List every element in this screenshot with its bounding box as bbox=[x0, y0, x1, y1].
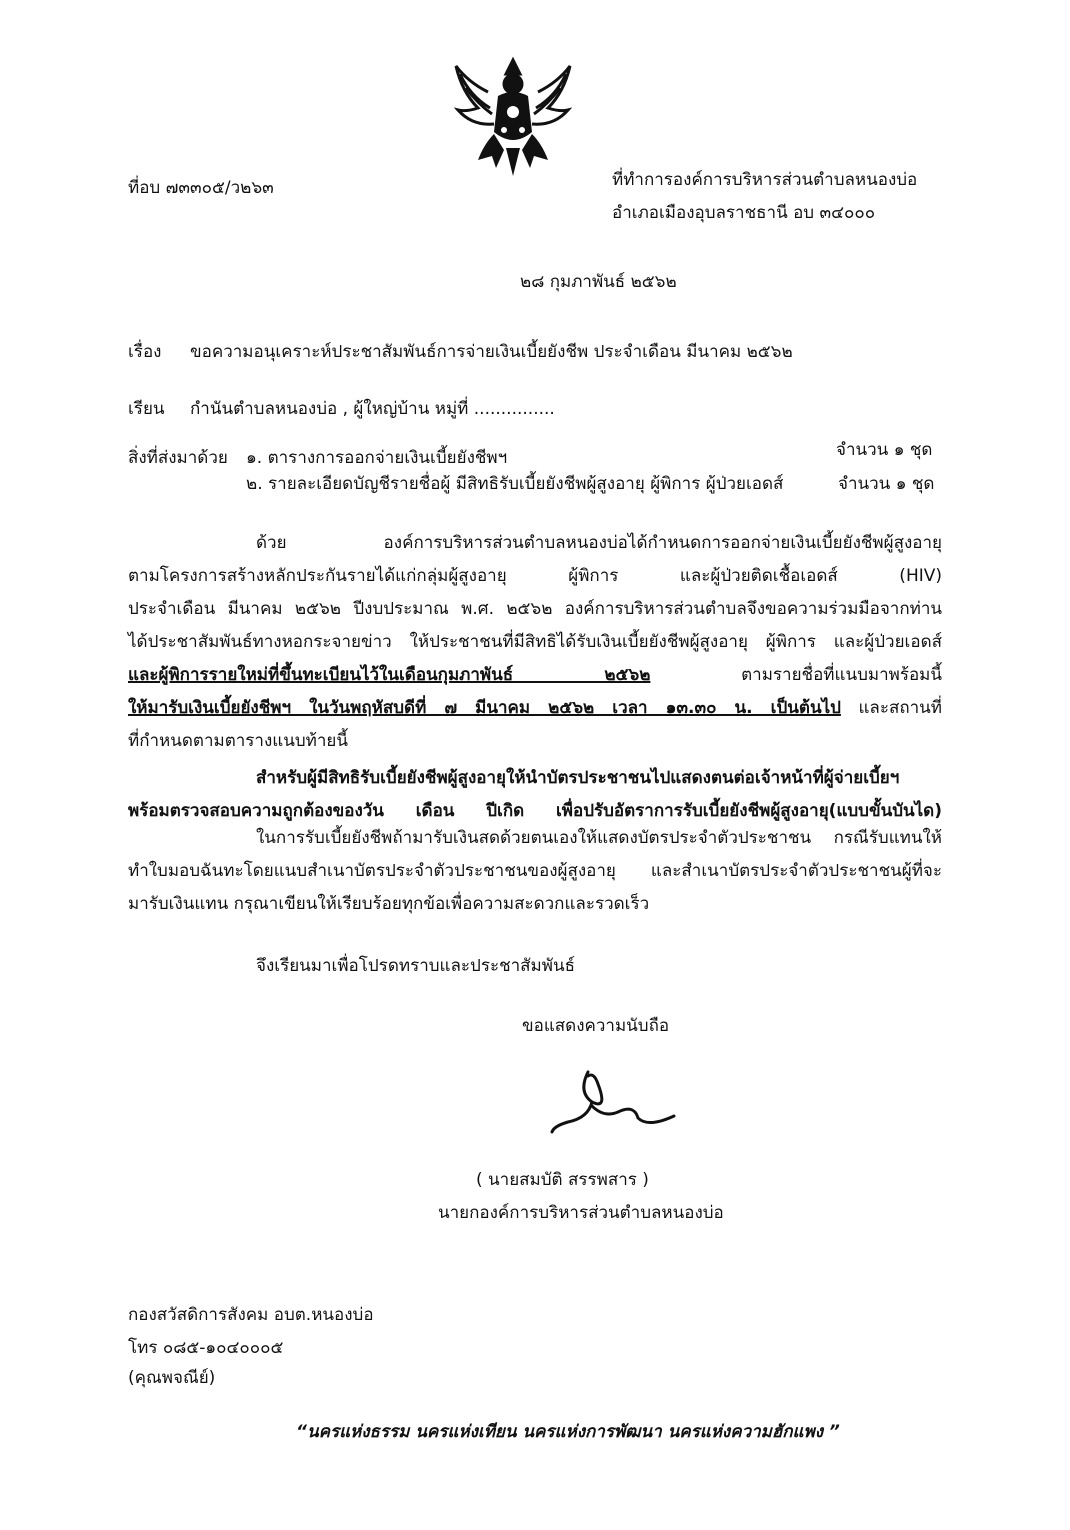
p1-line-7: ที่กำหนดตามตารางแนบท้ายนี้ bbox=[128, 731, 348, 751]
subject-label: เรื่อง bbox=[128, 342, 162, 362]
signatory-position: นายกองค์การบริหารส่วนตำบลหนองบ่อ bbox=[438, 1203, 724, 1223]
p1-line-6-highlight: ให้มารับเงินเบี้ยยังชีพฯ ในวันพฤหัสบดีที่ ๗ มีนาคม ๒๕๖๒ เวลา ๑๓.๓๐ น. เป็นต้นไป bbox=[128, 698, 841, 718]
p1-line-4: ได้ประชาสัมพันธ์ทางหอกระจายข่าว ให้ประชาชนที่มีสิทธิได้รับเงินเบี้ยยังชีพผู้สูงอายุ ผู้พิการ และผู้ป่วยเอดส์ bbox=[128, 632, 942, 652]
body-paragraph-2 bbox=[128, 762, 942, 828]
p1-line-3: ประจำเดือน มีนาคม ๒๕๖๒ ปีงบประมาณ พ.ศ. ๒๕๖๒ องค์การบริหารส่วนตำบลจึงขอความร่วมมือจากท่าน bbox=[128, 599, 942, 619]
enclosures-label: สิ่งที่ส่งมาด้วย bbox=[128, 448, 228, 468]
p1-line-2: ตามโครงการสร้างหลักประกันรายได้แก่กลุ่มผู้สูงอายุ ผู้พิการ และผู้ป่วยติดเชื้อเอดส์ (HIV) bbox=[128, 566, 942, 586]
p1-line-5-highlight: และผู้พิการรายใหม่ที่ขึ้นทะเบียนไว้ในเดือนกุมภาพันธ์ ๒๕๖๒ bbox=[128, 665, 651, 685]
p3-line-2: ทำใบมอบฉันทะโดยแนบสำเนาบัตรประจำตัวประชาชนของผู้สูงอายุ และสำเนาบัตรประจำตัวประชาชนผู้ที่จะ bbox=[128, 861, 942, 881]
p3-line-3: มารับเงินแทน กรุณาเขียนให้เรียบร้อยทุกข้อเพื่อความสะดวกและรวดเร็ว bbox=[128, 894, 650, 914]
addressee-label: เรียน bbox=[128, 399, 165, 419]
handwritten-signature bbox=[548, 1062, 678, 1142]
p3-line-1: ในการรับเบี้ยยังชีพถ้ามารับเงินสดด้วยตนเองให้แสดงบัตรประจำตัวประชาชน กรณีรับแทนให้ bbox=[256, 828, 942, 848]
body-paragraph-1 bbox=[128, 527, 942, 758]
regards: ขอแสดงความนับถือ bbox=[522, 1016, 670, 1036]
subject-text: ขอความอนุเคราะห์ประชาสัมพันธ์การจ่ายเงินเบี้ยยังชีพ ประจำเดือน มีนาคม ๒๕๖๒ bbox=[190, 342, 793, 362]
enclosure-item-2: ๒. รายละเอียดบัญชีรายชื่อผู้ มีสิทธิรับเบี้ยยังชีพผู้สูงอายุ ผู้พิการ ผู้ป่วยเอดส์ bbox=[246, 474, 784, 494]
office-address-line-2: อำเภอเมืองอุบลราชธานี อบ ๓๔๐๐๐ bbox=[612, 203, 876, 223]
contact-phone: โทร ๐๘๕-๑๐๔๐๐๐๕ bbox=[128, 1338, 284, 1358]
p1-line-6 bbox=[128, 692, 942, 725]
enclosure-item-2-qty: จำนวน ๑ ชุด bbox=[838, 474, 935, 494]
p1-line-6-rest: และสถานที่ bbox=[840, 698, 942, 718]
enclosure-item-1: ๑. ตารางการออกจ่ายเงินเบี้ยยังชีพฯ bbox=[246, 448, 508, 468]
office-address-line-1: ที่ทำการองค์การบริหารส่วนตำบลหนองบ่อ bbox=[612, 170, 918, 190]
body-paragraph-3 bbox=[128, 822, 942, 921]
addressee-text: กำนันตำบลหนองบ่อ , ผู้ใหญ่บ้าน หมู่ที่ ............... bbox=[190, 399, 555, 419]
enclosure-item-1-qty: จำนวน ๑ ชุด bbox=[836, 440, 933, 460]
footer-slogan: “นครแห่งธรรม นครแห่งเทียน นครแห่งการพัฒนา นครแห่งความฮักแพง ” bbox=[296, 1422, 840, 1442]
reference-number: ที่อบ ๗๓๓๐๕/ว๒๖๓ bbox=[128, 178, 274, 198]
p2-line-2: พร้อมตรวจสอบความถูกต้องของวัน เดือน ปีเกิด เพื่อปรับอัตราการรับเบี้ยยังชีพผู้สูงอายุ(แบบขั้นบันได) bbox=[128, 801, 942, 821]
p1-line-5-rest: ตามรายชื่อที่แนบมาพร้อมนี้ bbox=[650, 665, 942, 685]
signatory-name: ( นายสมบัติ สรรพสาร ) bbox=[476, 1170, 649, 1190]
letter-date: ๒๘ กุมภาพันธ์ ๒๕๖๒ bbox=[520, 272, 677, 292]
garuda-emblem-icon bbox=[448, 52, 578, 182]
closing-line: จึงเรียนมาเพื่อโปรดทราบและประชาสัมพันธ์ bbox=[256, 956, 575, 976]
contact-person: (คุณพจณีย์) bbox=[128, 1368, 216, 1388]
contact-department: กองสวัสดิการสังคม อบต.หนองบ่อ bbox=[128, 1305, 374, 1325]
p1-line-5 bbox=[128, 659, 942, 692]
p2-line-1: สำหรับผู้มีสิทธิรับเบี้ยยังชีพผู้สูงอายุให้นำบัตรประชาชนไปแสดงตนต่อเจ้าหน้าที่ผู้จ่ายเบี้ยฯ bbox=[256, 768, 900, 788]
p1-line-1: ด้วย องค์การบริหารส่วนตำบลหนองบ่อได้กำหนดการออกจ่ายเงินเบี้ยยังชีพผู้สูงอายุ bbox=[256, 533, 942, 553]
